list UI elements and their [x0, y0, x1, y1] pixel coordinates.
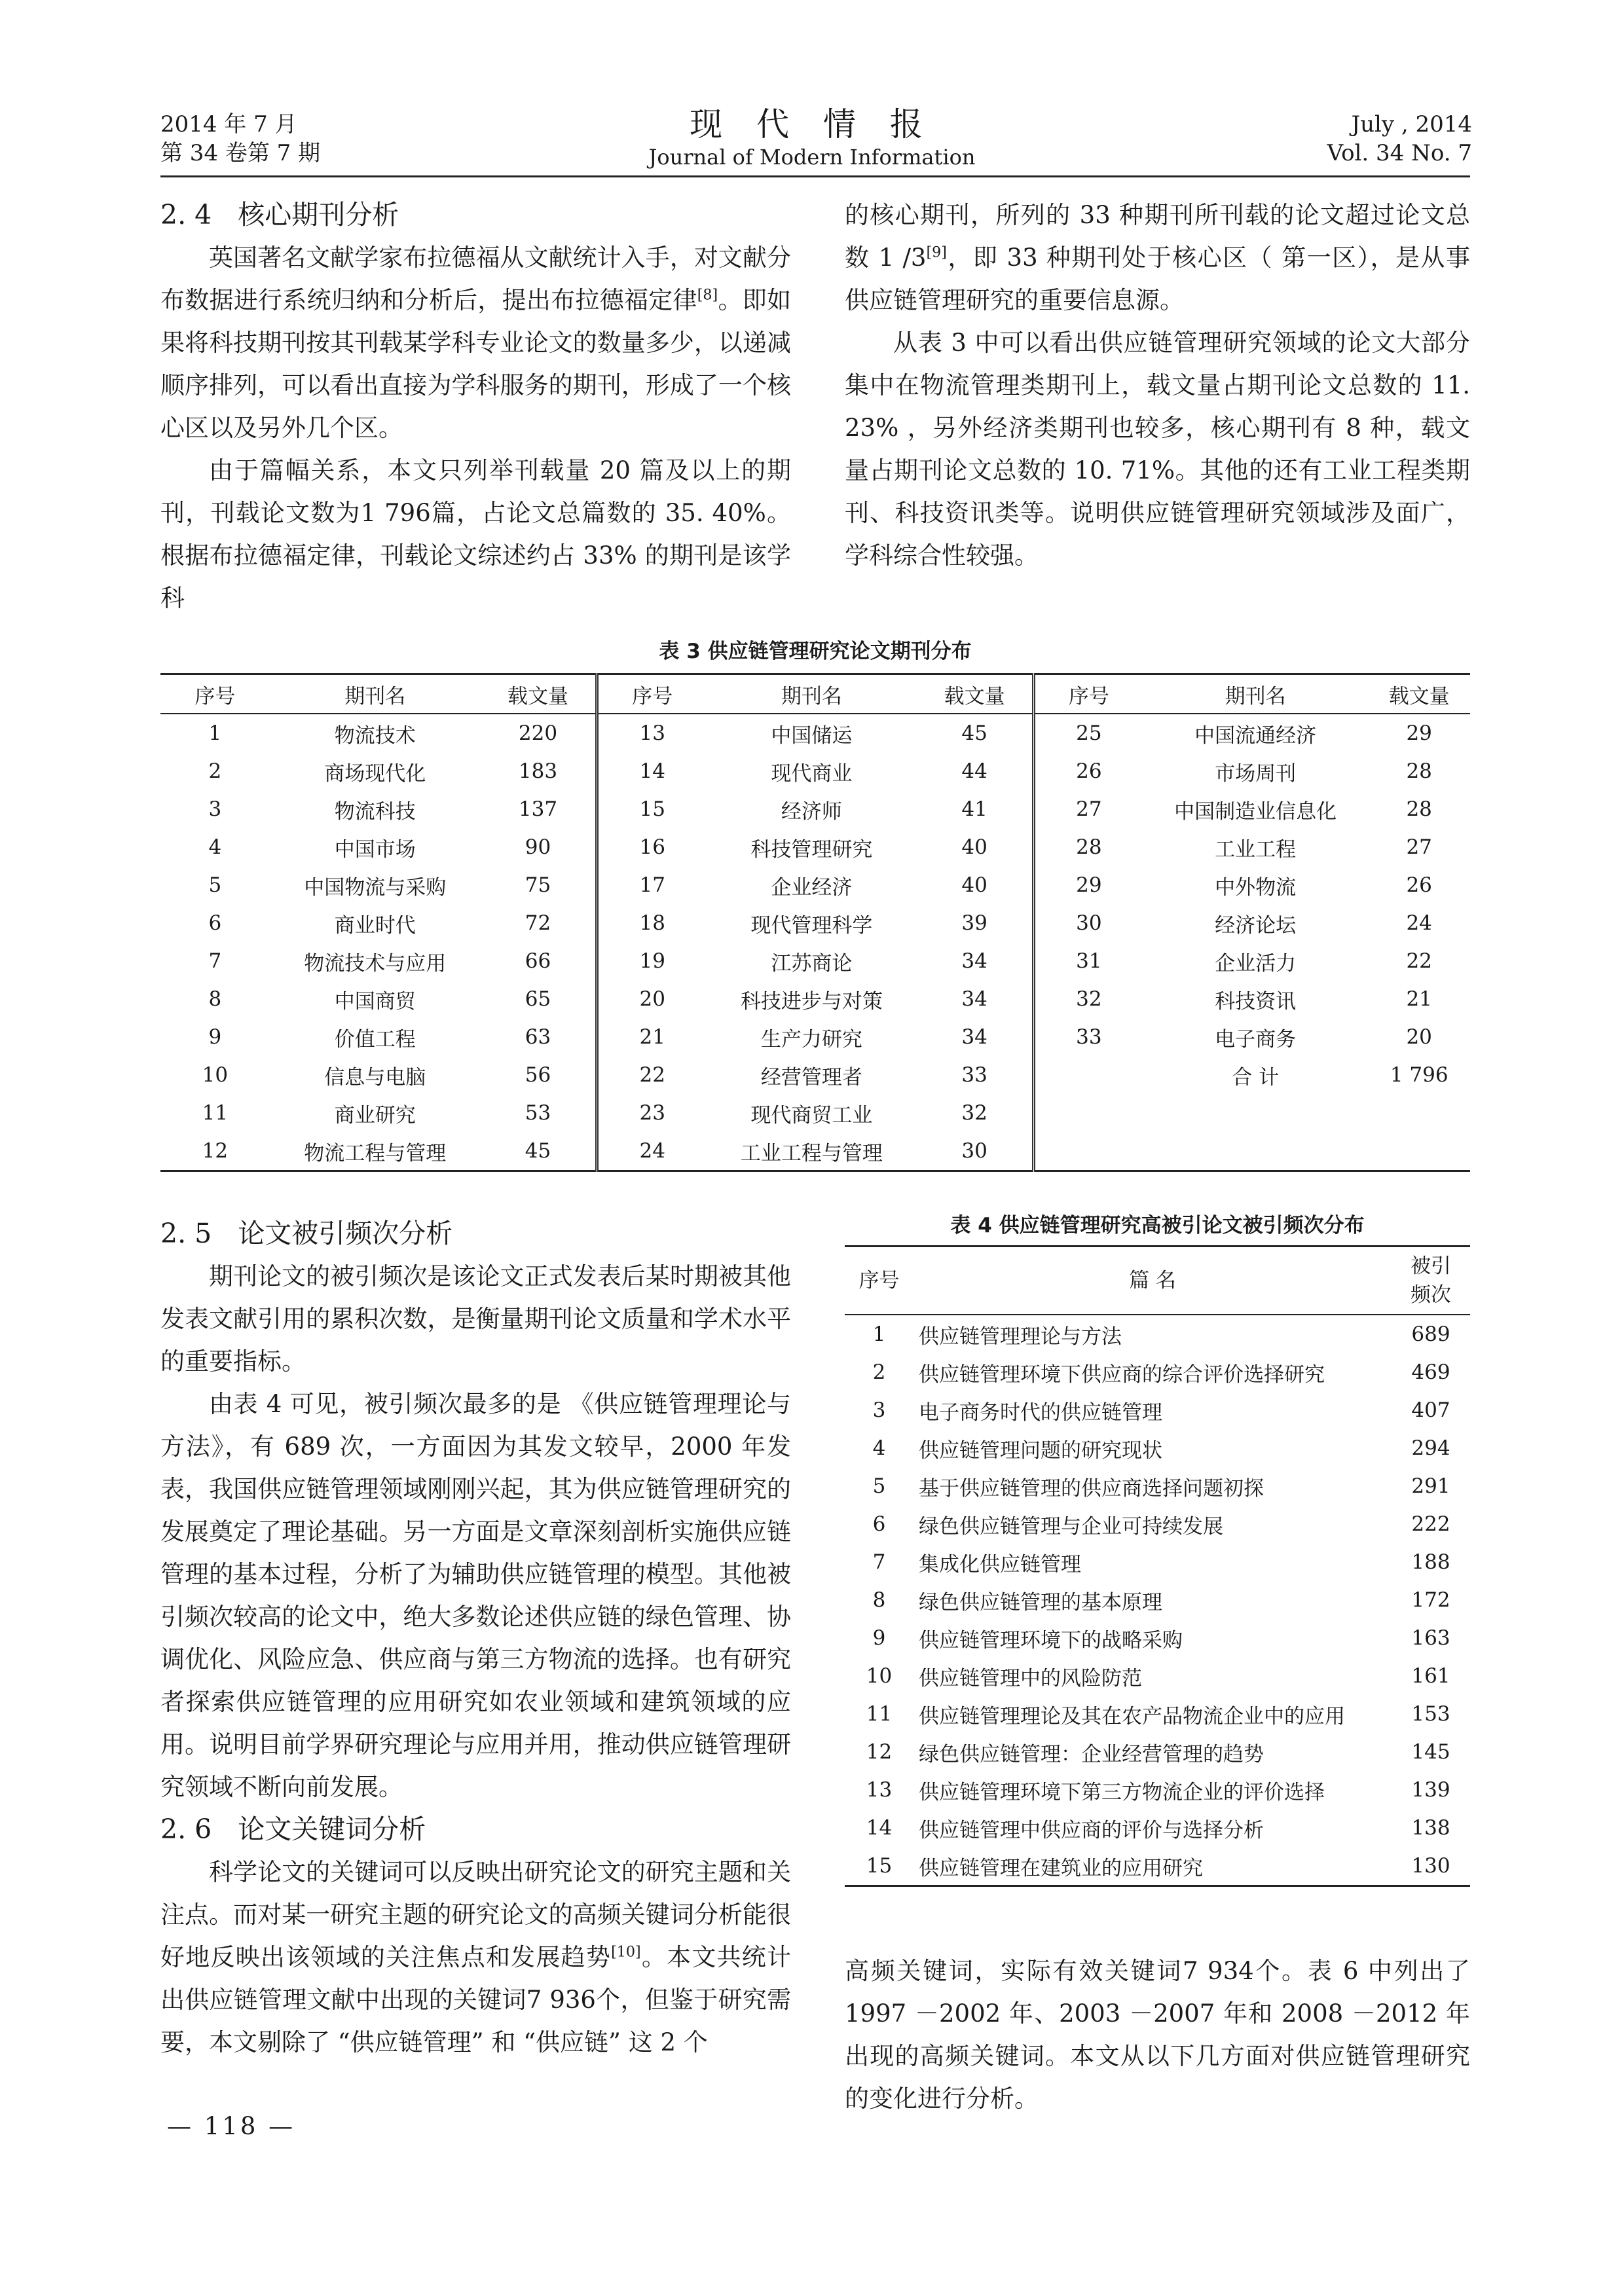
table-cell: 65 [525, 987, 551, 1011]
table-row [160, 1056, 1470, 1094]
table-cell: 34 [961, 987, 987, 1011]
table-cell: 现代管理科学 [750, 913, 873, 938]
table-cell: 中国商贸 [334, 989, 416, 1013]
table-cell: 5 [872, 1474, 886, 1498]
table-cell [1033, 1094, 1143, 1132]
table-cell: 30 [1033, 904, 1143, 942]
table-cell: 供应链管理理论及其在农产品物流企业中的应用 [919, 1704, 1345, 1728]
table-cell: 中国市场 [334, 837, 416, 862]
table-row [845, 1353, 1470, 1391]
table-cell: 中国制造业信息化 [1174, 799, 1337, 824]
table-row [845, 1391, 1470, 1429]
table-cell: 合 计 [1232, 1065, 1280, 1089]
table-cell: 24 [1406, 911, 1432, 935]
table-cell: 17 [597, 866, 707, 904]
table-cell: 130 [1392, 1847, 1470, 1886]
table-cell: 29 [1406, 721, 1432, 745]
table-cell: 1 [872, 1322, 886, 1346]
table-cell: 72 [525, 911, 551, 935]
table-cell: 34 [961, 949, 987, 973]
header-cell: 期刊名 [270, 674, 481, 714]
table-cell: 24 [597, 1132, 707, 1171]
table-cell: 价值工程 [334, 1027, 416, 1051]
journal-subtitle: Journal of Modern Information [648, 145, 976, 170]
table-cell: 2 [872, 1360, 886, 1384]
table-cell: 66 [525, 949, 551, 973]
table-cell: 4 [872, 1436, 886, 1460]
table-cell: 中国流通经济 [1194, 723, 1317, 748]
table-row [160, 980, 1470, 1018]
table-cell: 生产力研究 [760, 1027, 862, 1051]
table-4-caption: 表 4 供应链管理研究高被引论文被引频次分布 [950, 1214, 1365, 1237]
table-cell: 220 [518, 721, 558, 745]
section-heading: 2. 5 论文被引频次分析 [160, 1218, 453, 1249]
table-cell: 222 [1411, 1512, 1450, 1536]
table-row [845, 1429, 1470, 1467]
header-cell: 篇 名 [913, 1247, 1392, 1315]
table-4 [845, 1245, 1470, 1887]
paragraph: 期刊论文的被引频次是该论文正式发表后某时期被其他发表文献引用的累积次数，是衡量期刊论文质量和学术水平的重要指标。 [160, 1262, 791, 1376]
table-cell: 39 [961, 911, 987, 935]
table-row [845, 1695, 1470, 1733]
table-cell: 20 [1406, 1025, 1432, 1049]
header-cell: 序号 [845, 1247, 913, 1315]
table-cell: 6 [872, 1512, 886, 1536]
table-cell: 44 [961, 759, 987, 783]
table-row [845, 1657, 1470, 1695]
table-cell: 集成化供应链管理 [919, 1552, 1081, 1576]
table-cell: 中国储运 [771, 723, 853, 748]
header-date: 2014 年 7 月 [160, 111, 297, 137]
table-cell: 28 [1406, 797, 1432, 821]
table-cell: 56 [525, 1063, 551, 1087]
table-cell: 物流技术与应用 [304, 951, 447, 975]
table-cell: 161 [1411, 1664, 1450, 1688]
table-cell: 188 [1411, 1550, 1450, 1574]
table-cell: 13 [597, 714, 707, 752]
table-cell: 2 [208, 759, 222, 783]
table-cell: 电子商务 [1215, 1027, 1297, 1051]
header-cell: 载文量 [917, 674, 1034, 714]
table-cell: 30 [917, 1132, 1034, 1171]
table-cell: 科技进步与对策 [740, 989, 883, 1013]
table-cell: 32 [1033, 980, 1143, 1018]
table-cell: 172 [1411, 1588, 1450, 1612]
section-2-4-right [845, 194, 1470, 577]
table-cell: 27 [1406, 835, 1432, 859]
table-row [845, 1771, 1470, 1809]
table-row [160, 752, 1470, 790]
paragraph: 高频关键词，实际有效关键词7 934个。表 6 中列出了 1997 －2002 年、2003 －2007 年和 2008 －2012 年出现的高频关键词。本文从以下几方面对供应链管理研究的变化进行分析。 [845, 1957, 1470, 2113]
table-cell: 28 [1406, 759, 1432, 783]
table-cell [1143, 1132, 1368, 1171]
header-cell: 被引频次 [1392, 1247, 1470, 1315]
table-cell: 33 [961, 1063, 987, 1087]
table-cell: 11 [202, 1101, 229, 1125]
table-row [160, 828, 1470, 866]
table-cell: 19 [597, 942, 707, 980]
table-cell: 294 [1411, 1436, 1450, 1460]
table-cell: 407 [1411, 1398, 1450, 1422]
table-cell: 14 [866, 1816, 893, 1840]
section-heading: 2. 4 核心期刊分析 [160, 199, 399, 230]
table-cell: 26 [1033, 752, 1143, 790]
page-number: — 118 — [167, 2112, 296, 2140]
section-heading: 2. 6 论文关键词分析 [160, 1813, 426, 1845]
table-cell: 商业研究 [334, 1103, 416, 1127]
table-cell: 16 [597, 828, 707, 866]
paragraph: 由表 4 可见，被引频次最多的是 《供应链管理理论与方法》，有 689 次，一方面因为其发文较早，2000 年发表，我国供应链管理领域刚刚兴起，其为供应链管理研究的发展奠定了理论基础。另一方面是文章深刻剖析实施供应链管理的基本过程，分析了为辅助供应链管理的模型。其他被引频次较高的论文中，绝大多数论述供应链的绿色管理、协调优化、风险应急、供应商与第三方物流的选择。也有研究者探索供应链管理的应用研究如农业领域和建筑领域的应用。说明目前学界研究理论与应用并用，推动供应链管理研究领域不断向前发展。 [160, 1390, 791, 1801]
table-cell: 21 [597, 1018, 707, 1056]
table-row [160, 942, 1470, 980]
paragraph: 英国著名文献学家布拉德福从文献统计入手，对文献分布数据进行系统归纳和分析后，提出布拉德福定律[8]。即如果将科技期刊按其刊载某学科专业论文的数量多少，以递减顺序排列，可以看出直接为学科服务的期刊，形成了一个核心区以及另外几个区。 [160, 244, 792, 442]
table-cell: 34 [961, 1025, 987, 1049]
table-header-row [845, 1247, 1470, 1315]
table-row [845, 1467, 1470, 1505]
table-cell: 8 [208, 987, 222, 1011]
table-row [845, 1619, 1470, 1657]
table-cell: 供应链管理在建筑业的应用研究 [913, 1847, 1392, 1886]
table-cell: 经济师 [781, 799, 842, 824]
table-row [160, 904, 1470, 942]
table-cell: 3 [872, 1398, 886, 1422]
table-row [845, 1809, 1470, 1847]
header-volume-cn: 第 34 卷第 7 期 [160, 140, 321, 166]
table-cell: 供应链管理问题的研究现状 [919, 1438, 1162, 1463]
header-cell: 期刊名 [706, 674, 917, 714]
table-cell: 31 [1033, 942, 1143, 980]
table-cell: 绿色供应链管理：企业经营管理的趋势 [919, 1742, 1264, 1766]
table-cell: 41 [961, 797, 987, 821]
table-3 [160, 673, 1470, 1172]
table-cell: 29 [1033, 866, 1143, 904]
table-row [845, 1581, 1470, 1619]
table-cell: 企业经济 [771, 875, 853, 900]
table-cell: 163 [1411, 1626, 1450, 1650]
table-cell: 供应链管理理论与方法 [919, 1324, 1122, 1349]
table-row [845, 1315, 1470, 1353]
table-cell: 689 [1411, 1322, 1450, 1346]
table-cell: 中国物流与采购 [304, 875, 447, 900]
table-cell: 基于供应链管理的供应商选择问题初探 [919, 1476, 1264, 1501]
table-cell: 企业活力 [1215, 951, 1297, 975]
table-cell: 市场周刊 [1215, 761, 1297, 786]
table-cell: 现代商贸工业 [750, 1103, 873, 1127]
table-cell: 45 [481, 1132, 597, 1171]
table-cell: 绿色供应链管理与企业可持续发展 [919, 1514, 1223, 1539]
header-cell: 序号 [1033, 674, 1143, 714]
table-cell [1033, 1132, 1143, 1171]
table-cell: 20 [597, 980, 707, 1018]
table-cell: 183 [518, 759, 558, 783]
table-cell: 3 [208, 797, 222, 821]
table-cell: 科技管理研究 [750, 837, 873, 862]
table-cell: 江苏商论 [771, 951, 853, 975]
table-header-row [160, 674, 1470, 714]
table-cell: 物流科技 [334, 799, 416, 824]
table-cell: 14 [597, 752, 707, 790]
table-cell: 23 [597, 1094, 707, 1132]
table-cell: 经济论坛 [1215, 913, 1297, 938]
table-cell [1143, 1094, 1368, 1132]
journal-title: 现 代 情 报 [690, 105, 934, 143]
header-cell: 期刊名 [1143, 674, 1368, 714]
table-cell: 40 [961, 873, 987, 897]
header-rule [160, 175, 1470, 177]
table-cell: 12 [160, 1132, 270, 1171]
table-cell: 商场现代化 [324, 761, 426, 786]
section-2-5-left [160, 1212, 791, 2064]
header-cell: 序号 [597, 674, 707, 714]
table-cell [1368, 1094, 1470, 1132]
table-cell: 物流工程与管理 [270, 1132, 481, 1171]
table-cell: 商业时代 [334, 913, 416, 938]
table-cell: 139 [1411, 1778, 1450, 1802]
table-row [160, 866, 1470, 904]
table-cell: 信息与电脑 [324, 1065, 426, 1089]
table-row [160, 1094, 1470, 1132]
table-cell: 22 [1406, 949, 1432, 973]
table-cell: 291 [1411, 1474, 1450, 1498]
table-cell: 25 [1033, 714, 1143, 752]
table-cell: 12 [866, 1740, 893, 1764]
table-cell: 11 [866, 1702, 893, 1726]
paragraph: 从表 3 中可以看出供应链管理研究领域的论文大部分集中在物流管理类期刊上，载文量占期刊论文总数的 11. 23% ，另外经济类期刊也较多，核心期刊有 8 种，载文量占期刊论文总数的 10. 71%。其他的还有工业工程类期刊、科技资讯类等。说明供应链管理研究领域涉及面广，学科综合性较强。 [845, 329, 1470, 570]
table-cell: 供应链管理环境下的战略采购 [919, 1628, 1183, 1652]
table-cell: 1 796 [1390, 1063, 1449, 1087]
table-cell: 6 [208, 911, 222, 935]
citation-ref: [10] [611, 1943, 641, 1961]
table-cell: 32 [961, 1101, 987, 1125]
table-row [845, 1505, 1470, 1543]
table-cell: 7 [208, 949, 222, 973]
citation-ref: [8] [697, 286, 718, 304]
table-cell: 18 [597, 904, 707, 942]
table-cell: 33 [1033, 1018, 1143, 1056]
header-cell: 载文量 [1368, 674, 1470, 714]
table-cell: 53 [525, 1101, 551, 1125]
table-cell: 供应链管理环境下供应商的综合评价选择研究 [919, 1362, 1325, 1387]
table-cell: 90 [525, 835, 551, 859]
table-cell: 绿色供应链管理的基本原理 [919, 1590, 1162, 1614]
table-row [160, 1132, 1470, 1171]
table-cell: 28 [1033, 828, 1143, 866]
citation-ref: [9] [926, 244, 947, 261]
paragraph: 科学论文的关键词可以反映出研究论文的研究主题和关注点。而对某一研究主题的研究论文的高频关键词分析能很好地反映出该领域的关注焦点和发展趋势[10]。本文共统计出供应链管理文献中出现的关键词7 936个，但鉴于研究需要，本文剔除了 “供应链管理” 和 “供应链” 这 2 个 [160, 1858, 792, 2056]
table-row [845, 1733, 1470, 1771]
section-2-4-left [160, 194, 791, 619]
table-cell: 7 [872, 1550, 886, 1574]
table-cell: 工业工程与管理 [706, 1132, 917, 1171]
header-cell: 序号 [160, 674, 270, 714]
table-row [160, 790, 1470, 828]
header-date-en: July , 2014 [1351, 111, 1472, 137]
table-cell: 75 [525, 873, 551, 897]
table-cell [1033, 1056, 1143, 1094]
header-volume [1327, 110, 1472, 168]
table-cell: 137 [518, 797, 558, 821]
table-cell: 145 [1411, 1740, 1450, 1764]
table-row [845, 1847, 1470, 1886]
table-cell: 153 [1411, 1702, 1450, 1726]
table-row [845, 1543, 1470, 1581]
table-cell: 45 [961, 721, 987, 745]
table-cell: 13 [866, 1778, 893, 1802]
header-volume-en: Vol. 34 No. 7 [1327, 140, 1472, 166]
table-cell: 10 [866, 1664, 893, 1688]
paragraph: 的核心期刊，所列的 33 种期刊所刊载的论文超过论文总数 1 /3[9]，即 33 种期刊处于核心区（ 第一区），是从事供应链管理研究的重要信息源。 [845, 201, 1470, 314]
table-3-caption: 表 3 供应链管理研究论文期刊分布 [659, 640, 972, 663]
table-cell [1368, 1132, 1470, 1171]
table-cell: 工业工程 [1215, 837, 1297, 862]
table-cell: 40 [961, 835, 987, 859]
table-cell: 26 [1406, 873, 1432, 897]
table-cell: 5 [208, 873, 222, 897]
table-row [160, 714, 1470, 752]
table-cell: 63 [525, 1025, 551, 1049]
table-cell: 10 [202, 1063, 229, 1087]
section-2-6-right [845, 1950, 1470, 2120]
table-cell: 21 [1406, 987, 1432, 1011]
table-cell: 供应链管理中供应商的评价与选择分析 [919, 1818, 1264, 1842]
table-cell: 27 [1033, 790, 1143, 828]
table-cell: 1 [208, 721, 222, 745]
table-cell: 供应链管理环境下第三方物流企业的评价选择 [919, 1780, 1325, 1804]
table-cell: 9 [872, 1626, 886, 1650]
table-cell: 供应链管理中的风险防范 [919, 1666, 1142, 1690]
table-cell: 电子商务时代的供应链管理 [919, 1400, 1162, 1425]
paragraph: 由于篇幅关系，本文只列举刊载量 20 篇及以上的期刊，刊载论文数为1 796篇，占论文总篇数的 35. 40%。根据布拉德福定律，刊载论文综述约占 33% 的期刊是该学科 [160, 456, 791, 612]
table-cell: 4 [208, 835, 222, 859]
table-cell: 15 [845, 1847, 913, 1886]
table-cell: 9 [208, 1025, 222, 1049]
table-cell: 469 [1411, 1360, 1450, 1384]
table-cell: 8 [872, 1588, 886, 1612]
table-cell: 中外物流 [1215, 875, 1297, 900]
table-cell: 科技资讯 [1215, 989, 1297, 1013]
table-cell: 现代商业 [771, 761, 853, 786]
table-cell: 138 [1411, 1816, 1450, 1840]
table-cell: 22 [597, 1056, 707, 1094]
header-cell: 载文量 [481, 674, 597, 714]
table-cell: 物流技术 [334, 723, 416, 748]
table-cell: 15 [597, 790, 707, 828]
table-cell: 经营管理者 [760, 1065, 862, 1089]
table-row [160, 1018, 1470, 1056]
